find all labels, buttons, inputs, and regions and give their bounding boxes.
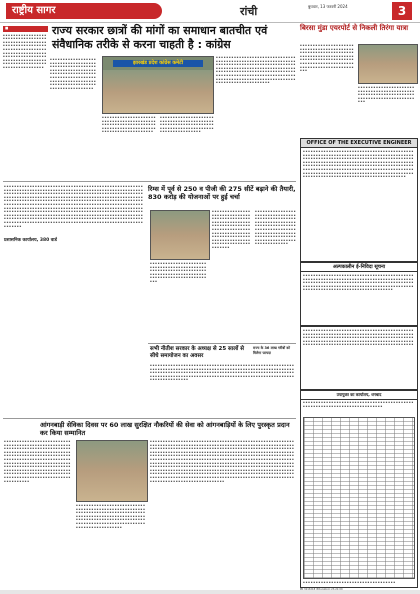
lead-text-col-1: ▪ ▪ ▪ ▪ ▪ ▪ ▪ ▪ ▪ ▪ ▪ ▪ ▪ ▪ ▪ ▪ ▪ ▪ ▪ ▪ ▪ ▪ ▪ ▪ ▪ ▪ ▪ ▪ ▪ ▪ ▪ ▪ ▪ ▪ ▪ ▪ ▪ ▪ ▪ ▪ ▪ ▪ ▪ ▪ ▪ ▪ ▪ ▪ ▪ ▪ ▪ ▪ ▪ ▪ ▪ ▪ ▪ ▪ ▪ ▪ ▪ ▪ ▪ ▪ ▪ ▪ ▪ ▪ ▪ ▪ ▪ ▪ ▪ ▪ ▪ ▪ ▪ ▪ ▪ ▪ ▪ ▪ ▪ ▪ ▪ ▪ ▪ ▪ ▪ ▪ ▪ ▪ ▪ ▪ ▪ ▪ ▪ ▪ ▪ ▪ ▪ ▪ ▪ ▪ ▪ ▪ ▪ ▪ ▪ ▪ ▪ ▪ ▪ ▪ ▪ ▪ ▪ ▪ ▪ ▪ ▪ ▪ ▪ ▪ ▪ ▪ ▪ ▪ ▪ ▪ ▪ ▪ ▪ ▪ ▪ ▪ ▪ ▪ ▪ ▪ ▪ ▪ ▪ ▪ ▪ ▪ ▪ ▪ ▪ ▪ ▪ ▪ ▪ ▪ ▪ ▪ ▪ ▪ ▪ ▪ ▪ xyxy=(50,58,96,90)
lead-text-col-4: ▪ ▪ ▪ ▪ ▪ ▪ ▪ ▪ ▪ ▪ ▪ ▪ ▪ ▪ ▪ ▪ ▪ ▪ ▪ ▪ ▪ ▪ ▪ ▪ ▪ ▪ ▪ ▪ ▪ ▪ ▪ ▪ ▪ ▪ ▪ ▪ ▪ ▪ ▪ ▪ ▪ ▪ ▪ ▪ ▪ ▪ ▪ ▪ ▪ ▪ ▪ ▪ ▪ ▪ ▪ ▪ ▪ ▪ ▪ ▪ ▪ ▪ ▪ ▪ ▪ ▪ ▪ ▪ ▪ ▪ ▪ ▪ ▪ ▪ ▪ ▪ ▪ ▪ ▪ ▪ ▪ ▪ ▪ ▪ ▪ ▪ ▪ ▪ ▪ ▪ ▪ ▪ ▪ ▪ ▪ ▪ ▪ ▪ ▪ ▪ ▪ ▪ ▪ ▪ ▪ ▪ ▪ ▪ ▪ ▪ ▪ ▪ ▪ ▪ ▪ ▪ ▪ ▪ ▪ ▪ ▪ ▪ ▪ ▪ ▪ ▪ ▪ ▪ ▪ ▪ ▪ ▪ ▪ ▪ ▪ ▪ ▪ ▪ ▪ ▪ ▪ ▪ ▪ ▪ ▪ ▪ ▪ ▪ ▪ ▪ ▪ ▪ ▪ ▪ ▪ ▪ ▪ ▪ ▪ ▪ ▪ ▪ ▪ ▪ ▪ ▪ ▪ ▪ ▪ ▪ ▪ ▪ ▪ ▪ ▪ ▪ ▪ ▪ ▪ ▪ ▪ ▪ ▪ ▪ ▪ ▪ ▪ ▪ ▪ ▪ ▪ ▪ ▪ ▪ ▪ ▪ ▪ ▪ ▪ ▪ ▪ ▪ ▪ ▪ ▪ ▪ ▪ ▪ ▪ ▪ ▪ ▪ ▪ ▪ ▪ ▪ ▪ ▪ ▪ ▪ ▪ ▪ ▪ ▪ ▪ ▪ ▪ ▪ ▪ ▪ ▪ ▪ ▪ ▪ ▪ ▪ ▪ ▪ xyxy=(216,56,296,85)
lead-text-col-2: ▪ ▪ ▪ ▪ ▪ ▪ ▪ ▪ ▪ ▪ ▪ ▪ ▪ ▪ ▪ ▪ ▪ ▪ ▪ ▪ ▪ ▪ ▪ ▪ ▪ ▪ ▪ ▪ ▪ ▪ ▪ ▪ ▪ ▪ ▪ ▪ ▪ ▪ ▪ ▪ ▪ ▪ ▪ ▪ ▪ ▪ ▪ ▪ ▪ ▪ ▪ ▪ ▪ ▪ ▪ ▪ ▪ ▪ ▪ ▪ ▪ ▪ ▪ ▪ ▪ ▪ ▪ ▪ ▪ ▪ ▪ ▪ ▪ ▪ ▪ ▪ ▪ ▪ ▪ ▪ ▪ ▪ ▪ ▪ ▪ ▪ ▪ ▪ ▪ ▪ ▪ ▪ ▪ ▪ ▪ ▪ ▪ ▪ ▪ ▪ ▪ ▪ ▪ ▪ xyxy=(102,116,156,134)
left-section-head: प्रशासनिक कार्यालय, 380 वार्ड xyxy=(4,238,57,243)
executive-engineer-notice: OFFICE OF THE EXECUTIVE ENGINEER ▪ ▪ ▪ ▪ ▪ ▪ ▪ ▪ ▪ ▪ ▪ ▪ ▪ ▪ ▪ ▪ ▪ ▪ ▪ ▪ ▪ ▪ ▪ ▪ ▪ ▪ ▪ ▪ ▪ ▪ ▪ ▪ ▪ ▪ ▪ ▪ ▪ ▪ ▪ ▪ ▪ ▪ ▪ ▪ ▪ ▪ ▪ ▪ ▪ ▪ ▪ ▪ ▪ ▪ ▪ ▪ ▪ ▪ ▪ ▪ ▪ ▪ ▪ ▪ ▪ ▪ ▪ ▪ ▪ ▪ ▪ ▪ ▪ ▪ ▪ ▪ ▪ ▪ ▪ ▪ ▪ ▪ ▪ ▪ ▪ ▪ ▪ ▪ ▪ ▪ ▪ ▪ ▪ ▪ ▪ ▪ ▪ ▪ ▪ ▪ ▪ ▪ ▪ ▪ ▪ ▪ ▪ ▪ ▪ ▪ ▪ ▪ ▪ ▪ ▪ ▪ ▪ ▪ ▪ ▪ ▪ ▪ ▪ ▪ ▪ ▪ ▪ ▪ ▪ ▪ ▪ ▪ ▪ ▪ ▪ ▪ ▪ ▪ ▪ ▪ ▪ ▪ ▪ ▪ ▪ ▪ ▪ ▪ ▪ ▪ ▪ ▪ ▪ ▪ ▪ ▪ ▪ ▪ ▪ ▪ ▪ ▪ ▪ ▪ ▪ ▪ ▪ ▪ ▪ ▪ ▪ ▪ ▪ ▪ ▪ ▪ ▪ ▪ ▪ ▪ ▪ ▪ ▪ ▪ ▪ ▪ ▪ ▪ ▪ ▪ ▪ ▪ ▪ ▪ ▪ ▪ ▪ ▪ ▪ ▪ ▪ ▪ ▪ ▪ ▪ ▪ ▪ ▪ ▪ ▪ ▪ ▪ ▪ ▪ ▪ ▪ ▪ ▪ ▪ ▪ ▪ ▪ ▪ ▪ ▪ ▪ ▪ ▪ ▪ ▪ ▪ ▪ ▪ ▪ ▪ ▪ ▪ ▪ ▪ ▪ ▪ ▪ ▪ ▪ ▪ ▪ ▪ ▪ ▪ ▪ ▪ ▪ ▪ ▪ ▪ ▪ ▪ ▪ ▪ ▪ ▪ ▪ ▪ ▪ ▪ ▪ ▪ ▪ ▪ ▪ ▪ ▪ ▪ ▪ ▪ ▪ ▪ ▪ ▪ ▪ ▪ ▪ ▪ ▪ ▪ ▪ ▪ ▪ ▪ ▪ ▪ ▪ ▪ ▪ ▪ ▪ ▪ ▪ ▪ ▪ ▪ ▪ ▪ ▪ ▪ ▪ ▪ ▪ ▪ ▪ ▪ ▪ ▪ ▪ ▪ ▪ ▪ ▪ ▪ ▪ ▪ ▪ ▪ ▪ ▪ ▪ ▪ ▪ ▪ ▪ ▪ ▪ ▪ ▪ ▪ ▪ ▪ ▪ ▪ ▪ ▪ xyxy=(300,138,418,262)
middle-headline: रिम्स में पूर्व से 250 व पीजी की 275 सीटें बढ़ाने की तैयारी, 830 करोड़ की योजनाओं पर हुई चर्चा xyxy=(148,185,296,201)
footer-strip xyxy=(0,590,420,594)
lower-rule xyxy=(3,418,296,419)
left-briefs: ■ ▪ ▪ ▪ ▪ ▪ ▪ ▪ ▪ ▪ ▪ ▪ ▪ ▪ ▪ ▪ ▪ ▪ ▪ ▪ ▪ ▪ ▪ ▪ ▪ ▪ ▪ ▪ ▪ ▪ ▪ ▪ ▪ ▪ ▪ ▪ ▪ ▪ ▪ ▪ ▪ ▪ ▪ ▪ ▪ ▪ ▪ ▪ ▪ ▪ ▪ ▪ ▪ ▪ ▪ ▪ ▪ ▪ ▪ ▪ ▪ ▪ ▪ ▪ ▪ ▪ ▪ ▪ ▪ ▪ ▪ ▪ ▪ ▪ ▪ ▪ ▪ ▪ ▪ ▪ ▪ ▪ ▪ ▪ ▪ ▪ ▪ ▪ ▪ ▪ ▪ ▪ ▪ ▪ ▪ ▪ ▪ ▪ ▪ ▪ ▪ ▪ ▪ ▪ ▪ ▪ ▪ ▪ ▪ ▪ ▪ ▪ ▪ ▪ ▪ ▪ ▪ ▪ ▪ ▪ ▪ ▪ ▪ ▪ ▪ ▪ ▪ ▪ ▪ ▪ ▪ ▪ ▪ ▪ ▪ ▪ ▪ ▪ ▪ ▪ ▪ ▪ ▪ ▪ ▪ ▪ ▪ ▪ ▪ ▪ ▪ ▪ ▪ ▪ ▪ ▪ ▪ ▪ ▪ ▪ ▪ ▪ ▪ ▪ ▪ ▪ ▪ ▪ ▪ ▪ xyxy=(3,26,47,69)
second-notice: ▪ ▪ ▪ ▪ ▪ ▪ ▪ ▪ ▪ ▪ ▪ ▪ ▪ ▪ ▪ ▪ ▪ ▪ ▪ ▪ ▪ ▪ ▪ ▪ ▪ ▪ ▪ ▪ ▪ ▪ ▪ ▪ ▪ ▪ ▪ ▪ ▪ ▪ ▪ ▪ ▪ ▪ ▪ ▪ ▪ ▪ ▪ ▪ ▪ ▪ ▪ ▪ ▪ ▪ ▪ ▪ ▪ ▪ ▪ ▪ ▪ ▪ ▪ ▪ ▪ ▪ ▪ ▪ ▪ ▪ ▪ ▪ ▪ ▪ ▪ ▪ ▪ ▪ ▪ ▪ ▪ ▪ ▪ ▪ ▪ ▪ ▪ ▪ ▪ ▪ ▪ ▪ ▪ ▪ ▪ ▪ ▪ ▪ ▪ ▪ ▪ ▪ ▪ ▪ ▪ ▪ ▪ ▪ ▪ ▪ ▪ ▪ ▪ ▪ ▪ ▪ ▪ ▪ ▪ ▪ ▪ ▪ ▪ ▪ ▪ ▪ ▪ ▪ ▪ ▪ ▪ ▪ ▪ ▪ ▪ ▪ ▪ ▪ ▪ ▪ ▪ ▪ ▪ ▪ ▪ ▪ ▪ ▪ ▪ ▪ ▪ ▪ ▪ ▪ ▪ ▪ ▪ ▪ ▪ ▪ ▪ ▪ ▪ ▪ ▪ ▪ ▪ ▪ ▪ ▪ ▪ ▪ ▪ ▪ ▪ ▪ ▪ ▪ ▪ ▪ ▪ ▪ ▪ ▪ ▪ ▪ ▪ ▪ ▪ ▪ ▪ ▪ ▪ ▪ ▪ ▪ ▪ ▪ ▪ ▪ ▪ ▪ ▪ ▪ ▪ ▪ ▪ ▪ ▪ ▪ ▪ ▪ ▪ ▪ ▪ xyxy=(300,326,418,390)
table-footer: ▪ ▪ ▪ ▪ ▪ ▪ ▪ ▪ ▪ ▪ ▪ ▪ ▪ ▪ ▪ ▪ ▪ ▪ ▪ ▪ ▪ ▪ ▪ ▪ ▪ ▪ ▪ ▪ ▪ ▪ ▪ ▪ ▪ ▪ ▪ ▪ xyxy=(303,581,396,584)
middle-text-2: ▪ ▪ ▪ ▪ ▪ ▪ ▪ ▪ ▪ ▪ ▪ ▪ ▪ ▪ ▪ ▪ ▪ ▪ ▪ ▪ ▪ ▪ ▪ ▪ ▪ ▪ ▪ ▪ ▪ ▪ ▪ ▪ ▪ ▪ ▪ ▪ ▪ ▪ ▪ ▪ ▪ ▪ ▪ ▪ ▪ ▪ ▪ ▪ ▪ ▪ ▪ ▪ ▪ ▪ ▪ ▪ ▪ ▪ ▪ ▪ ▪ ▪ ▪ ▪ ▪ ▪ ▪ ▪ ▪ ▪ ▪ ▪ ▪ ▪ ▪ ▪ ▪ ▪ ▪ ▪ ▪ ▪ ▪ ▪ ▪ ▪ ▪ ▪ ▪ ▪ ▪ ▪ ▪ ▪ ▪ ▪ ▪ ▪ ▪ ▪ ▪ ▪ ▪ ▪ ▪ ▪ ▪ ▪ ▪ ▪ ▪ ▪ ▪ ▪ ▪ ▪ ▪ ▪ ▪ ▪ ▪ ▪ ▪ ▪ ▪ ▪ ▪ ▪ ▪ ▪ ▪ ▪ ▪ ▪ ▪ ▪ ▪ ▪ ▪ ▪ ▪ ▪ ▪ ▪ ▪ ▪ ▪ ▪ ▪ ▪ ▪ ▪ ▪ ▪ ▪ ▪ ▪ xyxy=(255,210,296,246)
right-top-text-2: ▪ ▪ ▪ ▪ ▪ ▪ ▪ ▪ ▪ ▪ ▪ ▪ ▪ ▪ ▪ ▪ ▪ ▪ ▪ ▪ ▪ ▪ ▪ ▪ ▪ ▪ ▪ ▪ ▪ ▪ ▪ ▪ ▪ ▪ ▪ ▪ ▪ ▪ ▪ ▪ ▪ ▪ ▪ ▪ ▪ ▪ ▪ ▪ ▪ ▪ ▪ ▪ ▪ ▪ ▪ ▪ ▪ ▪ ▪ ▪ ▪ ▪ ▪ ▪ ▪ ▪ ▪ ▪ ▪ ▪ ▪ ▪ ▪ ▪ ▪ ▪ ▪ ▪ ▪ ▪ ▪ ▪ ▪ ▪ ▪ ▪ ▪ ▪ ▪ ▪ ▪ xyxy=(358,86,414,104)
left-section-text: ▪ ▪ ▪ ▪ ▪ ▪ ▪ ▪ ▪ ▪ ▪ ▪ ▪ ▪ ▪ ▪ ▪ ▪ ▪ ▪ ▪ ▪ ▪ ▪ ▪ ▪ ▪ ▪ ▪ ▪ ▪ ▪ ▪ ▪ ▪ ▪ ▪ ▪ ▪ ▪ ▪ ▪ ▪ ▪ ▪ ▪ ▪ ▪ ▪ ▪ ▪ ▪ ▪ ▪ ▪ ▪ ▪ ▪ ▪ ▪ ▪ ▪ ▪ ▪ ▪ ▪ ▪ ▪ ▪ ▪ ▪ ▪ ▪ ▪ ▪ ▪ ▪ ▪ ▪ ▪ ▪ ▪ ▪ ▪ ▪ ▪ ▪ ▪ ▪ ▪ ▪ ▪ ▪ ▪ ▪ ▪ ▪ ▪ ▪ ▪ ▪ ▪ ▪ ▪ ▪ ▪ ▪ ▪ ▪ ▪ ▪ ▪ ▪ ▪ ▪ ▪ ▪ ▪ ▪ ▪ ▪ ▪ ▪ ▪ ▪ ▪ ▪ ▪ ▪ ▪ ▪ ▪ ▪ ▪ ▪ ▪ ▪ ▪ ▪ ▪ ▪ ▪ ▪ ▪ ▪ ▪ ▪ ▪ ▪ ▪ ▪ ▪ ▪ ▪ ▪ ▪ ▪ ▪ ▪ ▪ ▪ ▪ ▪ ▪ ▪ ▪ ▪ ▪ ▪ ▪ ▪ ▪ ▪ ▪ ▪ ▪ ▪ ▪ ▪ ▪ ▪ ▪ ▪ ▪ ▪ ▪ ▪ ▪ ▪ ▪ ▪ ▪ ▪ ▪ ▪ ▪ ▪ ▪ ▪ ▪ ▪ ▪ ▪ ▪ ▪ ▪ ▪ ▪ ▪ ▪ ▪ ▪ ▪ ▪ ▪ ▪ ▪ ▪ ▪ ▪ ▪ ▪ ▪ ▪ ▪ ▪ ▪ ▪ ▪ ▪ ▪ ▪ ▪ ▪ ▪ ▪ ▪ ▪ ▪ ▪ ▪ ▪ ▪ ▪ ▪ ▪ ▪ ▪ ▪ ▪ ▪ ▪ ▪ ▪ ▪ ▪ ▪ ▪ ▪ ▪ ▪ ▪ ▪ ▪ ▪ ▪ ▪ ▪ ▪ ▪ ▪ ▪ ▪ ▪ ▪ ▪ ▪ ▪ ▪ ▪ ▪ ▪ ▪ ▪ ▪ ▪ ▪ ▪ ▪ ▪ ▪ ▪ ▪ ▪ ▪ ▪ ▪ ▪ ▪ ▪ ▪ ▪ ▪ ▪ ▪ ▪ ▪ ▪ ▪ ▪ ▪ ▪ ▪ ▪ ▪ ▪ ▪ ▪ ▪ ▪ ▪ ▪ ▪ ▪ ▪ ▪ ▪ ▪ ▪ ▪ ▪ ▪ ▪ ▪ ▪ ▪ ▪ ▪ ▪ ▪ ▪ ▪ ▪ ▪ ▪ ▪ ▪ ▪ ▪ ▪ ▪ ▪ ▪ ▪ ▪ ▪ ▪ ▪ ▪ ▪ ▪ ▪ ▪ ▪ ▪ ▪ ▪ ▪ ▪ ▪ ▪ ▪ ▪ ▪ ▪ ▪ ▪ ▪ ▪ ▪ ▪ ▪ ▪ ▪ ▪ ▪ ▪ ▪ ▪ ▪ ▪ ▪ ▪ ▪ ▪ ▪ ▪ ▪ ▪ ▪ ▪ ▪ ▪ ▪ ▪ ▪ ▪ ▪ ▪ ▪ ▪ ▪ ▪ ▪ ▪ ▪ ▪ ▪ ▪ ▪ ▪ ▪ ▪ ▪ ▪ ▪ ▪ ▪ ▪ ▪ ▪ ▪ ▪ ▪ ▪ ▪ ▪ ▪ ▪ ▪ ▪ ▪ ▪ ▪ ▪ ▪ ▪ ▪ ▪ ▪ ▪ ▪ ▪ ▪ ▪ ▪ ▪ ▪ ▪ ▪ ▪ ▪ ▪ ▪ ▪ ▪ ▪ ▪ ▪ ▪ ▪ ▪ ▪ ▪ ▪ ▪ ▪ ▪ ▪ ▪ ▪ ▪ ▪ ▪ ▪ ▪ ▪ ▪ ▪ ▪ ▪ ▪ ▪ ▪ ▪ ▪ ▪ ▪ ▪ ▪ ▪ ▪ ▪ ▪ ▪ ▪ ▪ ▪ ▪ ▪ ▪ ▪ ▪ ▪ ▪ ▪ ▪ ▪ ▪ ▪ ▪ ▪ ▪ ▪ ▪ ▪ ▪ ▪ ▪ ▪ ▪ ▪ ▪ ▪ ▪ ▪ ▪ ▪ ▪ ▪ ▪ ▪ ▪ ▪ ▪ ▪ ▪ ▪ ▪ ▪ ▪ ▪ ▪ ▪ ▪ ▪ ▪ ▪ ▪ ▪ ▪ ▪ ▪ ▪ ▪ ▪ ▪ ▪ ▪ ▪ ▪ ▪ ▪ ▪ ▪ ▪ ▪ ▪ ▪ ▪ ▪ ▪ ▪ ▪ ▪ ▪ ▪ ▪ ▪ ▪ ▪ ▪ ▪ ▪ ▪ ▪ ▪ ▪ ▪ ▪ ▪ xyxy=(4,185,143,228)
middle-text-1: ▪ ▪ ▪ ▪ ▪ ▪ ▪ ▪ ▪ ▪ ▪ ▪ ▪ ▪ ▪ ▪ ▪ ▪ ▪ ▪ ▪ ▪ ▪ ▪ ▪ ▪ ▪ ▪ ▪ ▪ ▪ ▪ ▪ ▪ ▪ ▪ ▪ ▪ ▪ ▪ ▪ ▪ ▪ ▪ ▪ ▪ ▪ ▪ ▪ ▪ ▪ ▪ ▪ ▪ ▪ ▪ ▪ ▪ ▪ ▪ ▪ ▪ ▪ ▪ ▪ ▪ ▪ ▪ ▪ ▪ ▪ ▪ ▪ ▪ ▪ ▪ ▪ ▪ ▪ ▪ ▪ ▪ ▪ ▪ ▪ ▪ ▪ ▪ ▪ ▪ ▪ ▪ ▪ ▪ ▪ ▪ ▪ ▪ ▪ ▪ ▪ ▪ ▪ ▪ ▪ ▪ ▪ ▪ ▪ ▪ ▪ ▪ ▪ ▪ ▪ ▪ ▪ ▪ ▪ ▪ ▪ ▪ ▪ ▪ ▪ ▪ ▪ ▪ ▪ ▪ ▪ ▪ ▪ ▪ ▪ ▪ ▪ ▪ ▪ ▪ ▪ ▪ ▪ ▪ ▪ ▪ ▪ ▪ ▪ ▪ ▪ ▪ ▪ ▪ ▪ ▪ ▪ xyxy=(212,210,250,249)
lower-left-photo xyxy=(76,440,148,502)
middle-photo xyxy=(150,210,210,260)
newspaper-title: राष्ट्रीय सागर xyxy=(6,3,162,19)
lower-mid-text: ▪ ▪ ▪ ▪ ▪ ▪ ▪ ▪ ▪ ▪ ▪ ▪ ▪ ▪ ▪ ▪ ▪ ▪ ▪ ▪ ▪ ▪ ▪ ▪ ▪ ▪ ▪ ▪ ▪ ▪ ▪ ▪ ▪ ▪ ▪ ▪ ▪ ▪ ▪ ▪ ▪ ▪ ▪ ▪ ▪ ▪ ▪ ▪ ▪ ▪ ▪ ▪ ▪ ▪ ▪ ▪ ▪ ▪ ▪ ▪ ▪ ▪ ▪ ▪ ▪ ▪ ▪ ▪ ▪ ▪ ▪ ▪ ▪ ▪ ▪ ▪ ▪ ▪ ▪ ▪ ▪ ▪ ▪ ▪ ▪ ▪ ▪ ▪ ▪ ▪ ▪ ▪ ▪ ▪ ▪ ▪ ▪ ▪ ▪ ▪ ▪ ▪ ▪ ▪ ▪ ▪ ▪ ▪ ▪ ▪ ▪ ▪ ▪ ▪ ▪ ▪ ▪ ▪ ▪ ▪ ▪ ▪ ▪ ▪ ▪ ▪ ▪ ▪ ▪ ▪ ▪ ▪ ▪ ▪ ▪ ▪ ▪ ▪ ▪ ▪ ▪ ▪ ▪ ▪ ▪ ▪ ▪ ▪ ▪ ▪ ▪ ▪ ▪ ▪ ▪ ▪ ▪ ▪ ▪ ▪ ▪ ▪ ▪ ▪ ▪ ▪ ▪ ▪ ▪ ▪ ▪ ▪ ▪ ▪ ▪ ▪ ▪ ▪ ▪ ▪ ▪ ▪ ▪ ▪ ▪ ▪ ▪ ▪ ▪ ▪ ▪ ▪ ▪ ▪ ▪ ▪ ▪ ▪ ▪ ▪ ▪ ▪ ▪ ▪ ▪ ▪ ▪ ▪ ▪ ▪ ▪ ▪ ▪ ▪ ▪ ▪ ▪ ▪ ▪ ▪ ▪ ▪ ▪ ▪ ▪ ▪ ▪ ▪ ▪ ▪ ▪ ▪ ▪ ▪ ▪ ▪ ▪ ▪ ▪ xyxy=(150,364,294,382)
right-top-photo xyxy=(358,44,418,84)
right-top-headline: बिरसा मुंडा एयरपोर्ट से निकली तिरंगा यात्रा xyxy=(300,24,409,32)
lead-text-col-3: ▪ ▪ ▪ ▪ ▪ ▪ ▪ ▪ ▪ ▪ ▪ ▪ ▪ ▪ ▪ ▪ ▪ ▪ ▪ ▪ ▪ ▪ ▪ ▪ ▪ ▪ ▪ ▪ ▪ ▪ ▪ ▪ ▪ ▪ ▪ ▪ ▪ ▪ ▪ ▪ ▪ ▪ ▪ ▪ ▪ ▪ ▪ ▪ ▪ ▪ ▪ ▪ ▪ ▪ ▪ ▪ ▪ ▪ ▪ ▪ ▪ ▪ ▪ ▪ ▪ ▪ ▪ ▪ ▪ ▪ ▪ ▪ ▪ ▪ ▪ ▪ ▪ ▪ ▪ ▪ ▪ ▪ ▪ ▪ ▪ ▪ ▪ ▪ ▪ ▪ ▪ ▪ ▪ ▪ ▪ ▪ ▪ ▪ ▪ ▪ xyxy=(160,116,214,134)
lead-photo xyxy=(102,56,214,114)
page-number: 3 xyxy=(392,2,412,20)
photo-banner: झारखंड प्रदेश कांग्रेस कमेटी xyxy=(113,60,203,67)
edition-city: रांची xyxy=(240,5,258,18)
table-notice: उपायुक्त का कार्यालय, धनबाद ▪ ▪ ▪ ▪ ▪ ▪ ▪ ▪ ▪ ▪ ▪ ▪ ▪ ▪ ▪ ▪ ▪ ▪ ▪ ▪ ▪ ▪ ▪ ▪ ▪ ▪ ▪ ▪ ▪ ▪ ▪ ▪ ▪ ▪ ▪ ▪ ▪ ▪ ▪ ▪ ▪ ▪ ▪ ▪ ▪ ▪ ▪ ▪ ▪ ▪ ▪ ▪ ▪ ▪ ▪ ▪ ▪ ▪ ▪ ▪ ▪ ▪ ▪ ▪ ▪ ▪ ▪ ▪ ▪ ▪ ▪ ▪ ▪ ▪ ▪ ▪ ▪ ▪ ▪ ▪ ▪ ▪ ▪ ▪ ▪ ▪ ▪ ▪ ▪ ▪ ▪ ▪ ▪ ▪ ▪ ▪ ▪ ▪ ▪ ▪ ▪ ▪ ▪ ▪ ▪ ▪ ▪ ▪ ▪ ▪ xyxy=(300,390,418,588)
lower-left-text-1: ▪ ▪ ▪ ▪ ▪ ▪ ▪ ▪ ▪ ▪ ▪ ▪ ▪ ▪ ▪ ▪ ▪ ▪ ▪ ▪ ▪ ▪ ▪ ▪ ▪ ▪ ▪ ▪ ▪ ▪ ▪ ▪ ▪ ▪ ▪ ▪ ▪ ▪ ▪ ▪ ▪ ▪ ▪ ▪ ▪ ▪ ▪ ▪ ▪ ▪ ▪ ▪ ▪ ▪ ▪ ▪ ▪ ▪ ▪ ▪ ▪ ▪ ▪ ▪ ▪ ▪ ▪ ▪ ▪ ▪ ▪ ▪ ▪ ▪ ▪ ▪ ▪ ▪ ▪ ▪ ▪ ▪ ▪ ▪ ▪ ▪ ▪ ▪ ▪ ▪ ▪ ▪ ▪ ▪ ▪ ▪ ▪ ▪ ▪ ▪ ▪ ▪ ▪ ▪ ▪ ▪ ▪ ▪ ▪ ▪ ▪ ▪ ▪ ▪ ▪ ▪ ▪ ▪ ▪ ▪ ▪ ▪ ▪ ▪ ▪ ▪ ▪ ▪ ▪ ▪ ▪ ▪ ▪ ▪ ▪ ▪ ▪ ▪ ▪ ▪ ▪ ▪ ▪ ▪ ▪ ▪ ▪ ▪ ▪ ▪ ▪ ▪ ▪ ▪ ▪ ▪ ▪ ▪ ▪ ▪ ▪ ▪ ▪ ▪ ▪ ▪ ▪ ▪ ▪ ▪ ▪ ▪ ▪ ▪ ▪ ▪ ▪ ▪ ▪ ▪ ▪ ▪ ▪ ▪ ▪ ▪ ▪ ▪ ▪ ▪ ▪ ▪ ▪ ▪ ▪ ▪ ▪ ▪ ▪ ▪ ▪ ▪ ▪ ▪ ▪ ▪ ▪ ▪ ▪ ▪ ▪ ▪ ▪ ▪ ▪ ▪ ▪ ▪ ▪ ▪ ▪ ▪ ▪ ▪ ▪ ▪ ▪ ▪ ▪ ▪ ▪ ▪ ▪ ▪ ▪ ▪ ▪ ▪ ▪ ▪ ▪ ▪ ▪ ▪ ▪ ▪ ▪ ▪ ▪ ▪ ▪ ▪ ▪ ▪ ▪ ▪ ▪ ▪ ▪ ▪ ▪ ▪ ▪ ▪ ▪ ▪ ▪ ▪ ▪ ▪ ▪ ▪ ▪ ▪ ▪ ▪ ▪ ▪ ▪ ▪ ▪ ▪ ▪ ▪ ▪ ▪ ▪ ▪ ▪ ▪ ▪ ▪ ▪ ▪ ▪ ▪ xyxy=(4,440,71,483)
small-headline: राज्य के 36 लाख गरीबों को मिलेगा फायदा xyxy=(253,346,290,355)
lower-left-text-2: ▪ ▪ ▪ ▪ ▪ ▪ ▪ ▪ ▪ ▪ ▪ ▪ ▪ ▪ ▪ ▪ ▪ ▪ ▪ ▪ ▪ ▪ ▪ ▪ ▪ ▪ ▪ ▪ ▪ ▪ ▪ ▪ ▪ ▪ ▪ ▪ ▪ ▪ ▪ ▪ ▪ ▪ ▪ ▪ ▪ ▪ ▪ ▪ ▪ ▪ ▪ ▪ ▪ ▪ ▪ ▪ ▪ ▪ ▪ ▪ ▪ ▪ ▪ ▪ ▪ ▪ ▪ ▪ ▪ ▪ ▪ ▪ ▪ ▪ ▪ ▪ ▪ ▪ ▪ ▪ ▪ ▪ ▪ ▪ ▪ ▪ ▪ ▪ ▪ ▪ ▪ ▪ ▪ ▪ ▪ ▪ ▪ ▪ ▪ ▪ ▪ ▪ ▪ ▪ ▪ ▪ ▪ ▪ ▪ ▪ ▪ ▪ ▪ ▪ ▪ ▪ ▪ ▪ ▪ ▪ ▪ ▪ ▪ ▪ ▪ ▪ ▪ ▪ ▪ ▪ ▪ ▪ ▪ ▪ ▪ ▪ ▪ ▪ ▪ ▪ ▪ ▪ ▪ ▪ ▪ ▪ ▪ ▪ ▪ ▪ ▪ ▪ ▪ ▪ ▪ ▪ ▪ ▪ ▪ ▪ ▪ ▪ ▪ ▪ ▪ ▪ ▪ ▪ ▪ ▪ ▪ ▪ ▪ ▪ ▪ ▪ ▪ ▪ ▪ ▪ xyxy=(76,504,145,529)
notice-title: OFFICE OF THE EXECUTIVE ENGINEER xyxy=(301,139,417,148)
tender-title: अल्पकालीन ई-निविदा सूचना xyxy=(301,263,417,272)
lower-left-text-3: ▪ ▪ ▪ ▪ ▪ ▪ ▪ ▪ ▪ ▪ ▪ ▪ ▪ ▪ ▪ ▪ ▪ ▪ ▪ ▪ ▪ ▪ ▪ ▪ ▪ ▪ ▪ ▪ ▪ ▪ ▪ ▪ ▪ ▪ ▪ ▪ ▪ ▪ ▪ ▪ ▪ ▪ ▪ ▪ ▪ ▪ ▪ ▪ ▪ ▪ ▪ ▪ ▪ ▪ ▪ ▪ ▪ ▪ ▪ ▪ ▪ ▪ ▪ ▪ ▪ ▪ ▪ ▪ ▪ ▪ ▪ ▪ ▪ ▪ ▪ ▪ ▪ ▪ ▪ ▪ ▪ ▪ ▪ ▪ ▪ ▪ ▪ ▪ ▪ ▪ ▪ ▪ ▪ ▪ ▪ ▪ ▪ ▪ ▪ ▪ ▪ ▪ ▪ ▪ ▪ ▪ ▪ ▪ ▪ ▪ ▪ ▪ ▪ ▪ ▪ ▪ ▪ ▪ ▪ ▪ ▪ ▪ ▪ ▪ ▪ ▪ ▪ ▪ ▪ ▪ ▪ ▪ ▪ ▪ ▪ ▪ ▪ ▪ ▪ ▪ ▪ ▪ ▪ ▪ ▪ ▪ ▪ ▪ ▪ ▪ ▪ ▪ ▪ ▪ ▪ ▪ ▪ ▪ ▪ ▪ ▪ ▪ ▪ ▪ ▪ ▪ ▪ ▪ ▪ ▪ ▪ ▪ ▪ ▪ ▪ ▪ ▪ ▪ ▪ ▪ ▪ ▪ ▪ ▪ ▪ ▪ ▪ ▪ ▪ ▪ ▪ ▪ ▪ ▪ ▪ ▪ ▪ ▪ ▪ ▪ ▪ ▪ ▪ ▪ ▪ ▪ ▪ ▪ ▪ ▪ ▪ ▪ ▪ ▪ ▪ ▪ ▪ ▪ ▪ ▪ ▪ ▪ ▪ ▪ ▪ ▪ ▪ ▪ ▪ ▪ ▪ ▪ ▪ ▪ ▪ ▪ ▪ ▪ ▪ ▪ ▪ ▪ ▪ ▪ ▪ ▪ ▪ ▪ ▪ ▪ ▪ ▪ ▪ ▪ ▪ ▪ ▪ ▪ ▪ ▪ ▪ ▪ ▪ ▪ ▪ ▪ ▪ ▪ ▪ ▪ ▪ ▪ ▪ ▪ ▪ ▪ ▪ ▪ ▪ ▪ ▪ ▪ ▪ ▪ ▪ ▪ ▪ ▪ ▪ ▪ ▪ ▪ ▪ ▪ ▪ ▪ ▪ ▪ ▪ ▪ ▪ ▪ ▪ ▪ ▪ ▪ ▪ ▪ ▪ ▪ ▪ ▪ ▪ ▪ ▪ ▪ ▪ ▪ ▪ ▪ ▪ ▪ ▪ ▪ ▪ ▪ ▪ ▪ ▪ ▪ ▪ ▪ ▪ ▪ ▪ ▪ ▪ ▪ ▪ ▪ ▪ ▪ ▪ ▪ ▪ ▪ ▪ ▪ ▪ ▪ ▪ ▪ ▪ ▪ ▪ ▪ ▪ ▪ ▪ ▪ ▪ ▪ ▪ ▪ ▪ ▪ ▪ ▪ ▪ ▪ ▪ ▪ ▪ ▪ ▪ ▪ ▪ ▪ ▪ ▪ ▪ ▪ ▪ ▪ ▪ ▪ ▪ ▪ ▪ ▪ ▪ ▪ ▪ ▪ ▪ ▪ ▪ ▪ ▪ ▪ ▪ ▪ ▪ ▪ ▪ ▪ ▪ ▪ ▪ ▪ ▪ ▪ ▪ ▪ ▪ ▪ ▪ ▪ ▪ ▪ ▪ ▪ ▪ ▪ ▪ ▪ ▪ ▪ ▪ ▪ ▪ ▪ ▪ ▪ ▪ ▪ ▪ ▪ ▪ ▪ ▪ ▪ ▪ ▪ ▪ ▪ ▪ ▪ ▪ ▪ ▪ ▪ ▪ ▪ ▪ ▪ ▪ ▪ ▪ ▪ ▪ ▪ ▪ ▪ ▪ ▪ ▪ ▪ ▪ ▪ ▪ ▪ ▪ ▪ ▪ ▪ ▪ ▪ ▪ ▪ ▪ ▪ ▪ ▪ ▪ ▪ ▪ ▪ ▪ ▪ ▪ ▪ ▪ ▪ ▪ ▪ ▪ ▪ ▪ ▪ ▪ ▪ ▪ ▪ ▪ ▪ ▪ ▪ ▪ ▪ ▪ ▪ ▪ ▪ ▪ ▪ ▪ ▪ ▪ ▪ ▪ ▪ ▪ ▪ ▪ ▪ ▪ ▪ ▪ ▪ ▪ ▪ ▪ ▪ ▪ ▪ ▪ ▪ ▪ ▪ ▪ ▪ ▪ ▪ ▪ ▪ ▪ ▪ ▪ ▪ ▪ ▪ ▪ ▪ ▪ ▪ ▪ ▪ ▪ ▪ ▪ ▪ ▪ ▪ ▪ ▪ ▪ ▪ ▪ ▪ ▪ ▪ ▪ ▪ ▪ ▪ ▪ ▪ ▪ ▪ ▪ ▪ ▪ ▪ ▪ ▪ ▪ ▪ ▪ ▪ ▪ ▪ ▪ ▪ ▪ ▪ ▪ ▪ ▪ ▪ ▪ ▪ ▪ ▪ ▪ ▪ ▪ ▪ ▪ ▪ ▪ ▪ ▪ ▪ ▪ ▪ ▪ ▪ ▪ ▪ ▪ ▪ ▪ ▪ ▪ ▪ ▪ ▪ ▪ ▪ ▪ ▪ ▪ ▪ ▪ ▪ ▪ ▪ ▪ ▪ ▪ ▪ ▪ ▪ ▪ xyxy=(150,440,294,483)
section-rule xyxy=(3,181,296,182)
photo-people xyxy=(103,70,213,114)
edition-date: बुधवार, 13 फरवरी 2024 xyxy=(308,4,348,9)
middle-text-3: ▪ ▪ ▪ ▪ ▪ ▪ ▪ ▪ ▪ ▪ ▪ ▪ ▪ ▪ ▪ ▪ ▪ ▪ ▪ ▪ ▪ ▪ ▪ ▪ ▪ ▪ ▪ ▪ ▪ ▪ ▪ ▪ ▪ ▪ ▪ ▪ ▪ ▪ ▪ ▪ ▪ ▪ ▪ ▪ ▪ ▪ ▪ ▪ ▪ ▪ ▪ ▪ ▪ ▪ ▪ ▪ ▪ ▪ ▪ ▪ ▪ ▪ ▪ ▪ ▪ ▪ ▪ ▪ ▪ ▪ ▪ ▪ ▪ ▪ ▪ ▪ ▪ ▪ ▪ ▪ ▪ ▪ ▪ ▪ ▪ ▪ ▪ ▪ ▪ ▪ ▪ ▪ ▪ ▪ ▪ ▪ ▪ ▪ ▪ ▪ ▪ ▪ ▪ ▪ ▪ ▪ ▪ ▪ ▪ ▪ ▪ ▪ ▪ xyxy=(150,262,206,283)
lower-mid-headline: सभी नीतीश सरकार के अध्यक्ष से 25 सालों से सीधे समायोजन का अवसर xyxy=(150,346,244,359)
lower-left-headline: आंगनबाड़ी सेविका दिवस पर 60 लाख सुरक्षित नौकरियों की सेवा को आंगनबाड़ियों के लिए पुरस्कृत प्रदान कर किया सम्मानित xyxy=(40,421,290,437)
lead-headline: राज्य सरकार छात्रों की मांगों का समाधान बातचीत एवं संवैधानिक तरीके से करना चाहती है : कांग्रेस xyxy=(52,24,268,51)
table-grid xyxy=(303,417,415,579)
mid-rule xyxy=(148,343,296,344)
right-top-text: ▪ ▪ ▪ ▪ ▪ ▪ ▪ ▪ ▪ ▪ ▪ ▪ ▪ ▪ ▪ ▪ ▪ ▪ ▪ ▪ ▪ ▪ ▪ ▪ ▪ ▪ ▪ ▪ ▪ ▪ ▪ ▪ ▪ ▪ ▪ ▪ ▪ ▪ ▪ ▪ ▪ ▪ ▪ ▪ ▪ ▪ ▪ ▪ ▪ ▪ ▪ ▪ ▪ ▪ ▪ ▪ ▪ ▪ ▪ ▪ ▪ ▪ ▪ ▪ ▪ ▪ ▪ ▪ ▪ ▪ ▪ ▪ ▪ ▪ ▪ ▪ ▪ ▪ ▪ ▪ ▪ ▪ ▪ ▪ ▪ ▪ ▪ ▪ ▪ ▪ ▪ ▪ ▪ ▪ ▪ ▪ ▪ ▪ ▪ ▪ ▪ ▪ ▪ ▪ ▪ ▪ ▪ ▪ ▪ ▪ ▪ ▪ ▪ ▪ ▪ ▪ ▪ ▪ ▪ ▪ ▪ ▪ ▪ ▪ ▪ ▪ ▪ ▪ ▪ ▪ ▪ ▪ ▪ ▪ ▪ ▪ ▪ ▪ ▪ ▪ ▪ ▪ ▪ ▪ ▪ ▪ ▪ ▪ ▪ ▪ xyxy=(300,44,354,73)
table-notice-title: उपायुक्त का कार्यालय, धनबाद xyxy=(301,391,417,400)
tender-notice: अल्पकालीन ई-निविदा सूचना ▪ ▪ ▪ ▪ ▪ ▪ ▪ ▪ ▪ ▪ ▪ ▪ ▪ ▪ ▪ ▪ ▪ ▪ ▪ ▪ ▪ ▪ ▪ ▪ ▪ ▪ ▪ ▪ ▪ ▪ ▪ ▪ ▪ ▪ ▪ ▪ ▪ ▪ ▪ ▪ ▪ ▪ ▪ ▪ ▪ ▪ ▪ ▪ ▪ ▪ ▪ ▪ ▪ ▪ ▪ ▪ ▪ ▪ ▪ ▪ ▪ ▪ ▪ ▪ ▪ ▪ ▪ ▪ ▪ ▪ ▪ ▪ ▪ ▪ ▪ ▪ ▪ ▪ ▪ ▪ ▪ ▪ ▪ ▪ ▪ ▪ ▪ ▪ ▪ ▪ ▪ ▪ ▪ ▪ ▪ ▪ ▪ ▪ ▪ ▪ ▪ ▪ ▪ ▪ ▪ ▪ ▪ ▪ ▪ ▪ ▪ ▪ ▪ ▪ ▪ ▪ ▪ ▪ ▪ ▪ ▪ ▪ ▪ ▪ ▪ ▪ ▪ ▪ ▪ ▪ ▪ ▪ ▪ ▪ ▪ ▪ ▪ ▪ ▪ ▪ ▪ ▪ ▪ ▪ ▪ ▪ ▪ ▪ ▪ ▪ ▪ ▪ ▪ ▪ ▪ ▪ ▪ ▪ ▪ ▪ ▪ ▪ ▪ ▪ ▪ ▪ ▪ ▪ ▪ ▪ ▪ ▪ ▪ ▪ ▪ ▪ ▪ ▪ ▪ ▪ ▪ ▪ ▪ ▪ ▪ ▪ ▪ ▪ ▪ ▪ ▪ ▪ ▪ ▪ ▪ ▪ ▪ ▪ ▪ ▪ ▪ ▪ ▪ ▪ ▪ ▪ ▪ xyxy=(300,262,418,326)
